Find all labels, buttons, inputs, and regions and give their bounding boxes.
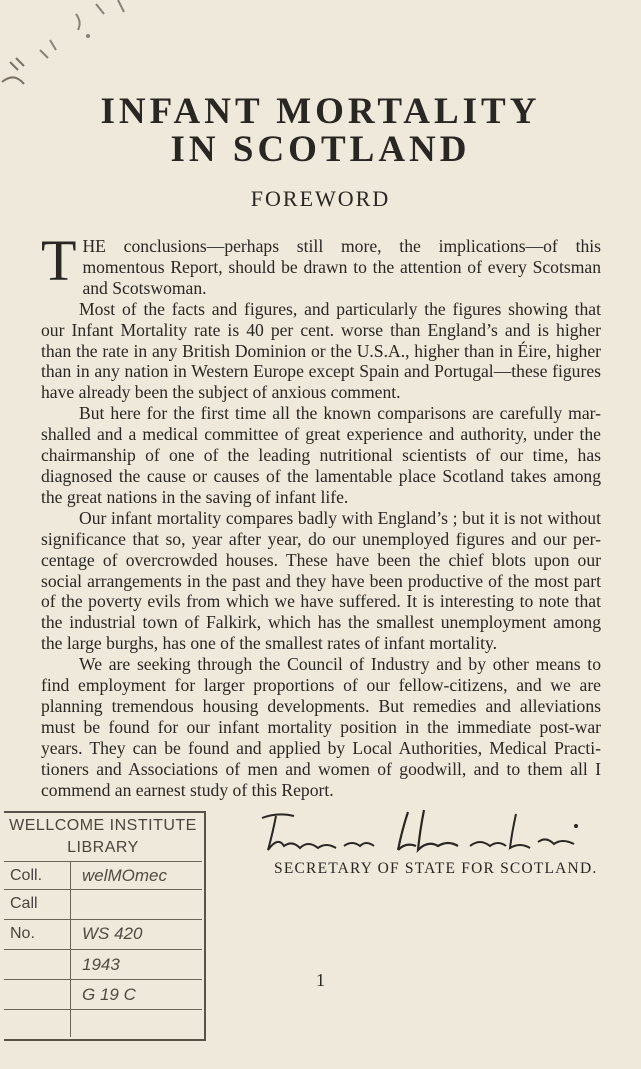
title-line-2: IN SCOTLAND (170, 129, 471, 170)
paragraph-1 (41, 228, 601, 299)
foreword-body (41, 228, 601, 800)
stamp-divider (4, 1009, 202, 1010)
stamp-label-call: Call (10, 895, 38, 912)
paragraph-1-text: HE conclusions—perhaps still more, the implications—of this momentous Report, should be drawn to the attention of every Scotsman and Scotswoman. (82, 236, 601, 298)
page-number: 1 (316, 970, 325, 990)
stamp-value-coll: welMOmec (82, 866, 168, 885)
paragraph-4: Our infant mortality compares badly with England’s ; but it is not without significance that so, year after year, do our unemployed figures and our per-centage of overcrowded houses. These have been the chief blots upon our social arrangements in the past and they have been productive of the most part of the poverty evils from which we have suffered. It is interesting to note that the industrial town of Falkirk, which has the smallest unemployment among the large burghs, has one of the smallest rates of infant mortality. (41, 507, 601, 654)
paragraph-5: We are seeking through the Council of Industry and by other means to find employment for larger proportions of our fellow-citizens, and we are planning tremendous housing developments. But remedies and alleviations must be found for our infant mortality position in the immediate post-war years. They can be found and applied by Local Authorities, Medical Practi-tioners and Associations of men and women of goodwill, and to them all I commend an earnest study of this Report. (41, 654, 601, 800)
stamp-header-library: LIBRARY (67, 839, 139, 856)
signatory-title: SECRETARY OF STATE FOR SCOTLAND. (274, 860, 598, 877)
paragraph-3: But here for the first time all the known comparisons are carefully mar-shalled and a medical committee of great experience and authority, under the chairmanship of one of the leading nutritional scientists of our time, has diagnosed the cause or causes of the lamentable place Scotland takes among the great nations in the saving of infant life. (41, 403, 601, 507)
stamp-divider (4, 919, 202, 920)
stamp-divider (4, 861, 202, 862)
stamp-value-year: 1943 (82, 955, 120, 974)
stamp-label-coll: Coll. (10, 867, 43, 884)
drop-cap: T (41, 228, 77, 293)
stamp-header-institute: WELLCOME INSTITUTE (9, 817, 197, 834)
stamp-value-no: WS 420 (82, 924, 143, 943)
section-heading: FOREWORD (250, 186, 391, 211)
stamp-value-mark: G 19 C (82, 985, 136, 1004)
title-line-1: INFANT MORTALITY (100, 91, 541, 132)
stamp-divider (4, 979, 202, 980)
library-stamp (4, 811, 206, 1041)
handwritten-signature (248, 806, 608, 862)
stamp-divider (4, 889, 202, 890)
paragraph-2: Most of the facts and figures, and particularly the figures showing that our Infant Mortality rate is 40 per cent. worse than England’s and is higher than the rate in any British Dominion or the U.S.A., higher than in Éire, higher than in any nation in Western Europe except Spain and Portugal—these figures have already been the subject of anxious comment. (41, 298, 601, 403)
stamp-divider (4, 949, 202, 950)
stamp-label-no: No. (10, 925, 35, 942)
